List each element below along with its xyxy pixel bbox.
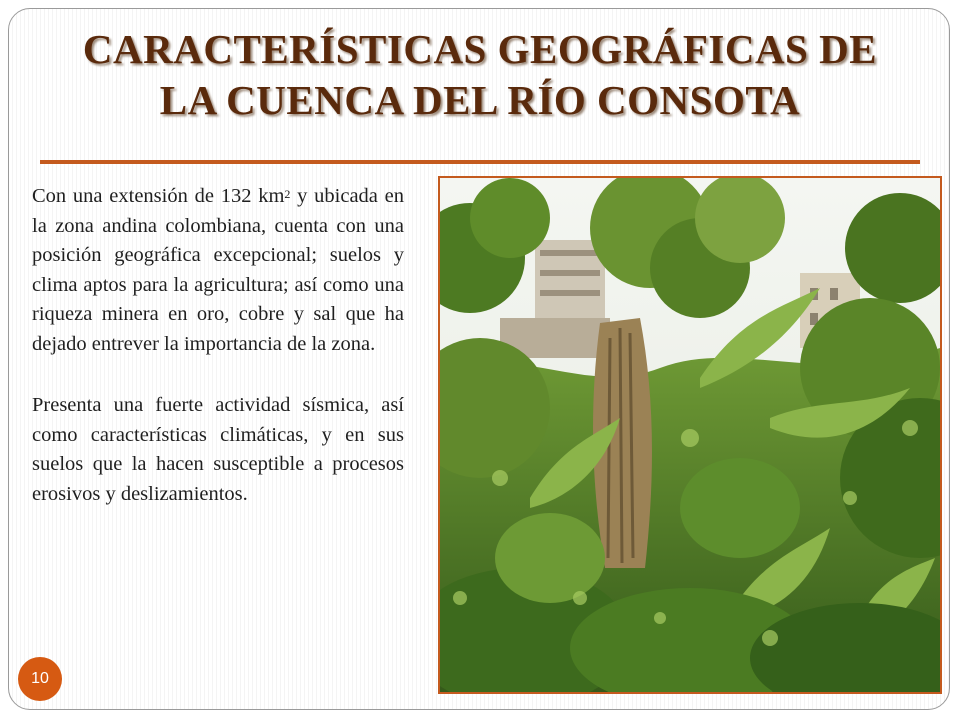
landscape-photo [438, 176, 942, 694]
paragraph-1-rest: y ubicada en la zona andina colombiana, cuenta con una posición geográfica excepcional; suelos y clima aptos para la agricultura; así como una riqueza minera en oro, cobre y sal que ha dejado entrever la importancia de la zona. [32, 185, 405, 355]
vegetation-illustration [440, 178, 940, 692]
superscript-two: 2 [284, 187, 291, 201]
slide-title [30, 24, 930, 126]
paragraph-seismic: Presenta una fuerte actividad sísmica, así como características climáticas, y en sus suelos que la hacen susceptible a procesos erosivos y deslizamientos. [32, 394, 404, 505]
title-line-1: CARACTERÍSTICAS GEOGRÁFICAS DE [82, 26, 878, 72]
title-divider [40, 160, 920, 164]
page-number-badge: 10 [18, 657, 62, 701]
paragraph-extension [32, 182, 404, 359]
slide-body [32, 182, 404, 509]
title-line-2: LA CUENCA DEL RÍO CONSOTA [159, 77, 801, 123]
paragraph-1-start: Con una extensión de 132 km [32, 185, 285, 207]
